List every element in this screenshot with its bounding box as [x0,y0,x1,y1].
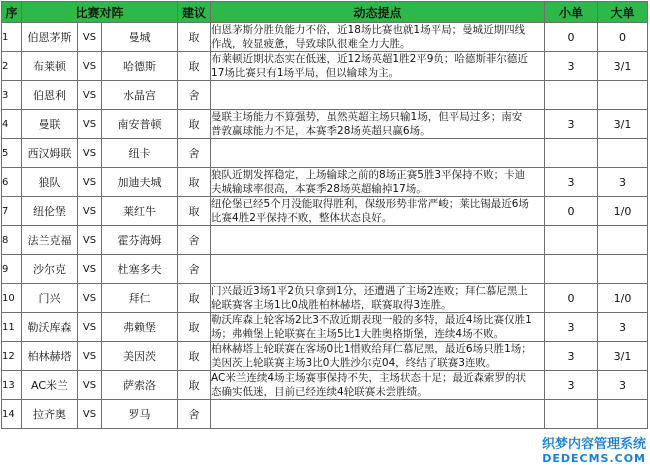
vs-label: VS [78,255,102,284]
row-index: 6 [2,168,22,197]
big-value: 3/1 [598,342,648,371]
big-value: 3 [598,313,648,342]
tip-text [211,110,545,139]
row-index: 7 [2,197,22,226]
home-team: 曼联 [22,110,78,139]
small-value: 3 [545,110,598,139]
vs-label: VS [78,197,102,226]
vs-label: VS [78,110,102,139]
small-value: 3 [545,168,598,197]
away-team: 拜仁 [102,284,178,313]
table-row [2,313,648,342]
small-value: 3 [545,52,598,81]
advice: 取 [178,313,211,342]
row-index: 10 [2,284,22,313]
small-value [545,400,598,429]
row-index: 14 [2,400,22,429]
big-value [598,400,648,429]
big-value: 1/0 [598,197,648,226]
home-team: 纽伦堡 [22,197,78,226]
big-value [598,139,648,168]
small-value [545,139,598,168]
small-value: 3 [545,371,598,400]
tip-line: 普敦赢球能力不足，本赛季28场英超只赢6场。 [211,125,431,137]
home-team: 伯恩利 [22,81,78,110]
away-team: 弗赖堡 [102,313,178,342]
table-row [2,81,648,110]
away-team: 加迪夫城 [102,168,178,197]
small-value [545,81,598,110]
away-team: 水晶宫 [102,81,178,110]
tip-line: 门兴最近3场1平2负只拿到1分，还遭遇了主场2连败；拜仁慕尼黑上 [211,285,528,297]
advice: 舍 [178,400,211,429]
away-team: 罗马 [102,400,178,429]
small-value: 3 [545,342,598,371]
row-index: 12 [2,342,22,371]
tip-line: AC米兰连续4场主场赛事保持不失，主场状态十足；最近森索罗的状 [211,372,527,384]
row-index: 13 [2,371,22,400]
home-team: 勒沃库森 [22,313,78,342]
advice: 舍 [178,81,211,110]
watermark [542,433,646,465]
tip-line: 场；弗赖堡上轮联赛在主场5比1大胜奥格斯堡，连续4场不败。 [211,328,505,340]
table-row [2,197,648,226]
vs-label: VS [78,284,102,313]
table-row [2,226,648,255]
big-value [598,226,648,255]
vs-label: VS [78,139,102,168]
tip-line: 布莱顿近期状态实在低迷，近12场英超1胜2平9负；哈德斯菲尔德近 [211,53,528,65]
advice: 取 [178,23,211,52]
home-team: 伯恩茅斯 [22,23,78,52]
table-row [2,255,648,284]
away-team: 南安普顿 [102,110,178,139]
tip-line: 柏林赫塔上轮联赛在客场0比1惜败给拜仁慕尼黑，最近6场只胜1场； [211,343,532,355]
header-tip: 动态提点 [211,2,545,23]
table-row [2,139,648,168]
home-team: 门兴 [22,284,78,313]
vs-label: VS [78,52,102,81]
small-value: 0 [545,284,598,313]
prediction-table [1,1,648,429]
header-advice: 建议 [178,2,211,23]
advice: 取 [178,284,211,313]
tip-line: 态确实低迷，目前已经连续4轮联赛未尝胜绩。 [211,386,428,398]
tip-line: 比赛4胜2平保持不败，整体状态良好。 [211,212,393,224]
header-index: 序 [2,2,22,23]
table-row [2,371,648,400]
home-team: 拉齐奥 [22,400,78,429]
advice: 舍 [178,139,211,168]
table-row [2,168,648,197]
vs-label: VS [78,81,102,110]
tip-text [211,371,545,400]
tip-text [211,255,545,284]
table-row [2,284,648,313]
big-value [598,81,648,110]
watermark-line2: DEDECMS.COM [542,452,646,465]
tip-line: 美因茨上轮联赛主场3比0大胜沙尔克04，终结了联赛3连败。 [211,357,497,369]
small-value [545,226,598,255]
tip-text [211,52,545,81]
advice: 舍 [178,255,211,284]
home-team: 布莱顿 [22,52,78,81]
advice: 取 [178,197,211,226]
vs-label: VS [78,371,102,400]
table-row [2,52,648,81]
row-index: 1 [2,23,22,52]
big-value: 3 [598,168,648,197]
vs-label: VS [78,342,102,371]
header-small: 小单 [545,2,598,23]
advice: 舍 [178,226,211,255]
tip-text [211,226,545,255]
row-index: 2 [2,52,22,81]
tip-line: 勒沃库森上轮客场2比3不敌近期表现一般的多特，最近4场比赛仅胜1 [211,314,532,326]
home-team: AC米兰 [22,371,78,400]
big-value [598,255,648,284]
tip-line: 伯恩茅斯分胜负能力不俗，近18场比赛也就1场平局；曼城近期四线 [211,24,526,36]
tip-line: 曼联主场能力不算强势，虽然英超主场只输1场，但平局过多；南安 [211,111,523,123]
tip-text [211,168,545,197]
tip-text [211,313,545,342]
big-value: 0 [598,23,648,52]
home-team: 柏林赫塔 [22,342,78,371]
vs-label: VS [78,168,102,197]
small-value [545,255,598,284]
header-big: 大单 [598,2,648,23]
away-team: 纽卡 [102,139,178,168]
tip-text [211,400,545,429]
away-team: 美因茨 [102,342,178,371]
tip-line: 纽伦堡已经5个月没能取得胜利，保级形势非常严峻；莱比锡最近6场 [211,198,529,210]
small-value: 3 [545,313,598,342]
row-index: 11 [2,313,22,342]
table-row [2,110,648,139]
header-match: 比赛对阵 [22,2,178,23]
advice: 取 [178,52,211,81]
tip-line: 轮联赛客主场1比0战胜柏林赫塔，联赛取得3连胜。 [211,299,452,311]
row-index: 8 [2,226,22,255]
vs-label: VS [78,23,102,52]
tip-text [211,284,545,313]
row-index: 5 [2,139,22,168]
advice: 取 [178,342,211,371]
away-team: 杜塞多夫 [102,255,178,284]
advice: 取 [178,110,211,139]
big-value: 1/0 [598,284,648,313]
vs-label: VS [78,400,102,429]
home-team: 狼队 [22,168,78,197]
vs-label: VS [78,226,102,255]
header-row [2,2,648,23]
table-row [2,342,648,371]
small-value: 0 [545,23,598,52]
home-team: 法兰克福 [22,226,78,255]
vs-label: VS [78,313,102,342]
tip-text [211,23,545,52]
row-index: 3 [2,81,22,110]
advice: 取 [178,371,211,400]
tip-text [211,197,545,226]
small-value: 0 [545,197,598,226]
away-team: 哈德斯 [102,52,178,81]
tip-line: 狼队近期发挥稳定，上场输球之前的8场正赛5胜3平保持不败；卡迪 [211,169,526,181]
away-team: 萨索洛 [102,371,178,400]
home-team: 西汉姆联 [22,139,78,168]
row-index: 4 [2,110,22,139]
tip-text [211,81,545,110]
advice: 取 [178,168,211,197]
row-index: 9 [2,255,22,284]
home-team: 沙尔克 [22,255,78,284]
away-team: 莱红牛 [102,197,178,226]
big-value: 3/1 [598,52,648,81]
tip-line: 作战，较显疲惫，导致球队很难全力大胜。 [211,38,411,50]
tip-line: 17场比赛只有1场平局，但以输球为主。 [211,67,400,79]
tip-text [211,342,545,371]
away-team: 霍芬海姆 [102,226,178,255]
table-row [2,400,648,429]
tip-line: 夫城输球率很高，本赛季28场英超输掉17场。 [211,183,427,195]
table-row [2,23,648,52]
big-value: 3/1 [598,110,648,139]
watermark-line1: 织梦内容管理系统 [541,437,646,452]
tip-text [211,139,545,168]
big-value: 3 [598,371,648,400]
away-team: 曼城 [102,23,178,52]
